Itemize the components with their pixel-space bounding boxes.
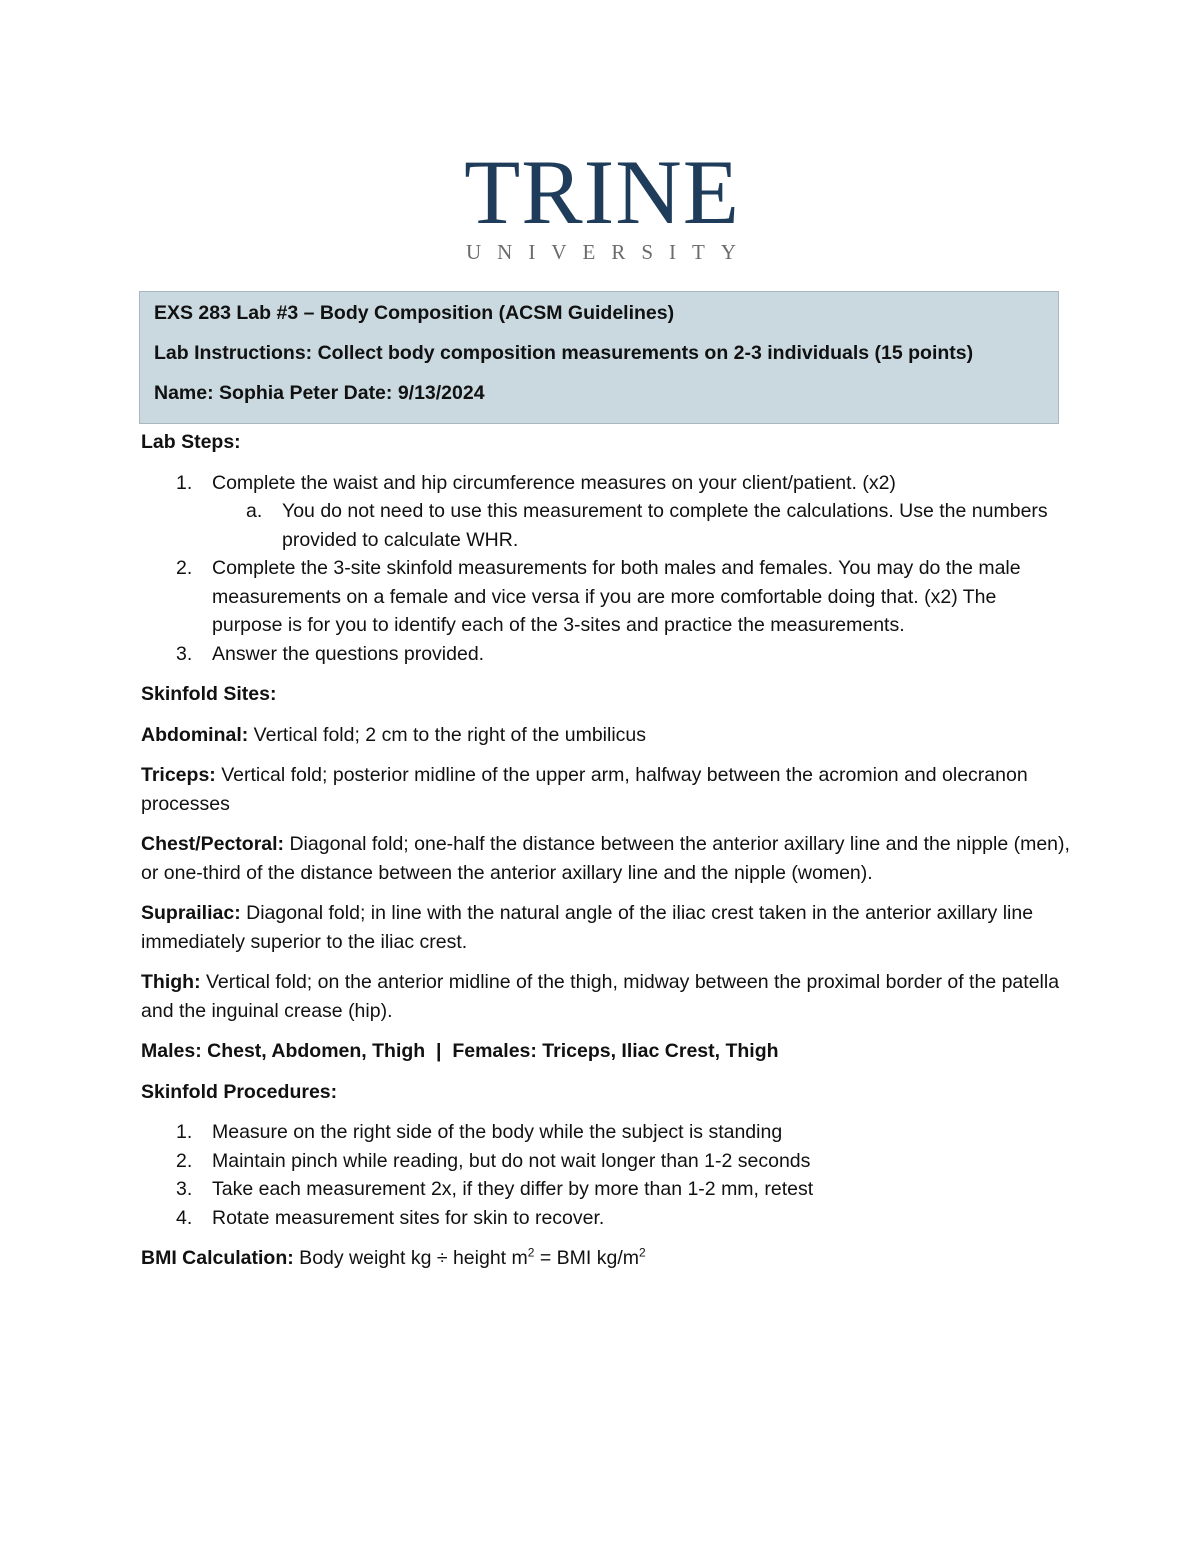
sites-by-sex: Males: Chest, Abdomen, Thigh | Females: Triceps, Iliac Crest, Thigh (141, 1040, 779, 1062)
logo-subtitle: UNIVERSITY (466, 240, 752, 264)
list-subitem: a. You do not need to use this measurement to complete the calculations. Use the numbers provided to calculate WHR. (246, 500, 1048, 551)
lab-header-box (139, 291, 1059, 424)
trine-university-logo (452, 141, 752, 265)
student-name-date: Name: Sophia Peter Date: 9/13/2024 (154, 382, 485, 404)
list-item: 4. Rotate measurement sites for skin to recover. (176, 1206, 605, 1229)
lab-instructions: Lab Instructions: Collect body composition measurements on 2-3 individuals (15 points) (154, 342, 974, 364)
bmi-calculation: BMI Calculation: Body weight kg ÷ height $m^2$ = BMI $kg/m^2$ (141, 1245, 646, 1269)
site-abdominal: Abdominal: Vertical fold; 2 cm to the right of the umbilicus (141, 723, 647, 746)
list-item: 3. Answer the questions provided. (176, 642, 485, 665)
site-suprailiac: Suprailiac: Diagonal fold; in line with the natural angle of the iliac crest taken in the anterior axillary line immediately superior to the iliac crest. (141, 902, 1034, 953)
document-body (141, 428, 1071, 1285)
skinfold-procedures-heading: Skinfold Procedures: (141, 1080, 338, 1103)
skinfold-sites-heading: Skinfold Sites: (141, 683, 277, 705)
site-triceps: Triceps: Vertical fold; posterior midline of the upper arm, halfway between the acromion and olecranon processes (141, 764, 1028, 815)
lab-title: EXS 283 Lab #3 – Body Composition (ACSM Guidelines) (154, 302, 675, 324)
list-item: 1. Measure on the right side of the body while the subject is standing (176, 1121, 783, 1143)
logo-wordmark: TRINE (464, 141, 740, 243)
list-item: 1. Complete the waist and hip circumference measures on your client/patient. (x2) (176, 471, 896, 494)
site-thigh: Thigh: Vertical fold; on the anterior midline of the thigh, midway between the proximal border of the patella and the inguinal crease (hip). (141, 971, 1060, 1022)
list-item: 2. Complete the 3-site skinfold measurements for both males and females. You may do the male measurements on a female and vice versa if you are more comfortable doing that. (x2) The purpose is for you to identify each of the 3-sites and practice the measurements. (176, 557, 1021, 636)
list-item: 3. Take each measurement 2x, if they differ by more than 1-2 mm, retest (176, 1178, 814, 1200)
lab-steps-list (141, 469, 1071, 669)
list-item: 2. Maintain pinch while reading, but do not wait longer than 1-2 seconds (176, 1149, 811, 1172)
lab-steps-heading: Lab Steps: (141, 431, 241, 453)
procedures-list (141, 1118, 1071, 1232)
site-chest-pectoral: Chest/Pectoral: Diagonal fold; one-half the distance between the anterior axillary line and the nipple (men), or one-third of the distance between the anterior axillary line and the nipple (women). (141, 833, 1070, 884)
